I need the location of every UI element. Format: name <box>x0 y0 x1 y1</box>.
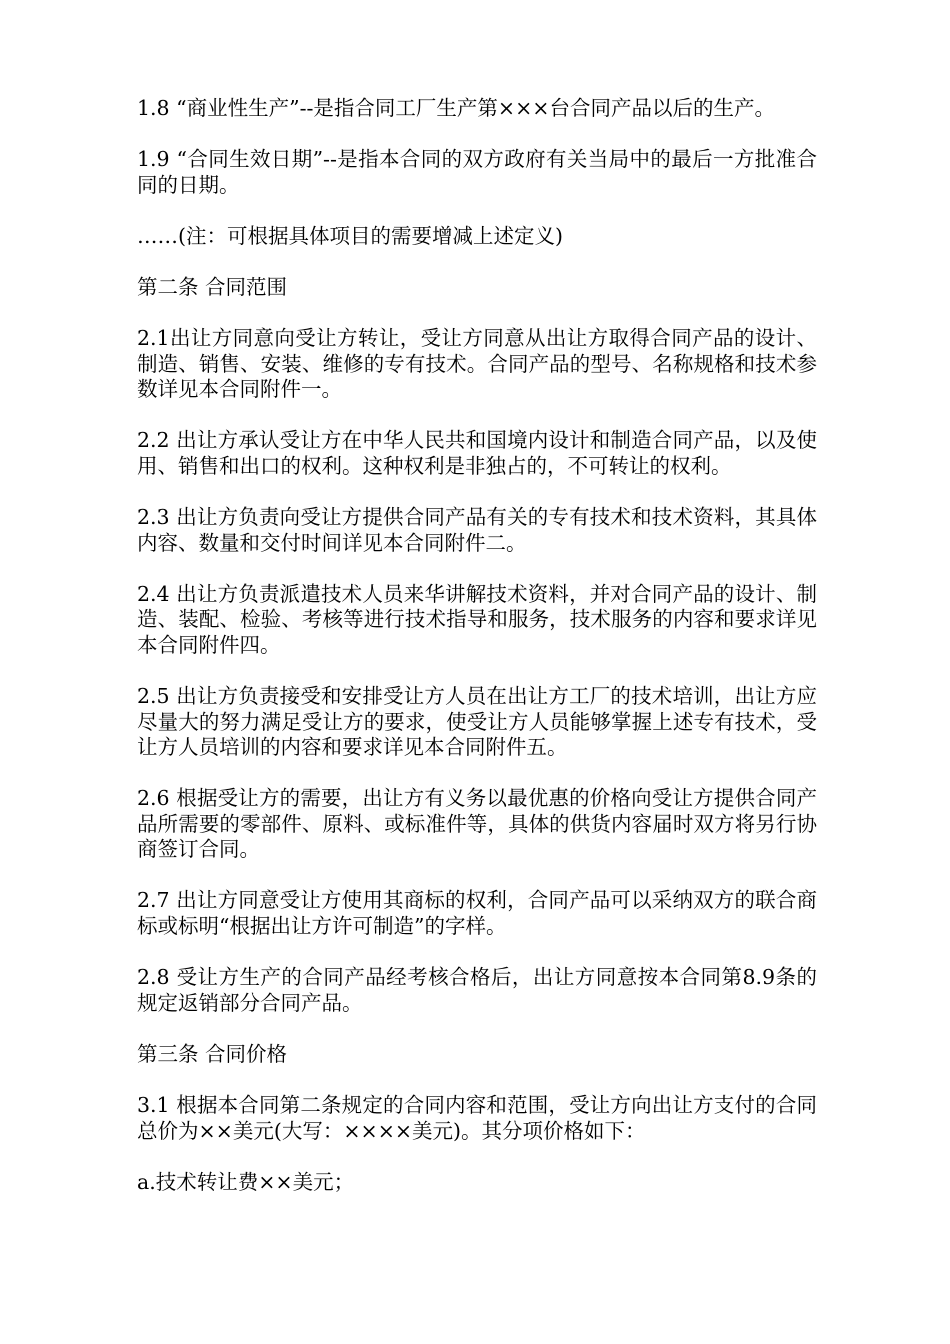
clause-2-1: 2.1出让方同意向受让方转让，受让方同意从出让方取得合同产品的设计、制造、销售、安装、维修的专有技术。合同产品的型号、名称规格和技术参数详见本合同附件一。 <box>137 325 817 402</box>
article-2-heading: 第二条 合同范围 <box>137 274 288 299</box>
document-body <box>137 96 817 1221</box>
clause-2-3: 2.3 出让方负责向受让方提供合同产品有关的专有技术和技术资料，其具体内容、数量和交付时间详见本合同附件二。 <box>137 504 817 555</box>
clause-2-6: 2.6 根据受让方的需要，出让方有义务以最优惠的价格向受让方提供合同产品所需要的零部件、原料、或标准件等，具体的供货内容届时双方将另行协商签订合同。 <box>137 786 817 862</box>
article-3-heading: 第三条 合同价格 <box>137 1041 288 1066</box>
clause-1-8: 1.8 “商业性生产”--是指合同工厂生产第×××台合同产品以后的生产。 <box>137 96 775 120</box>
clause-2-4: 2.4 出让方负责派遣技术人员来华讲解技术资料，并对合同产品的设计、制造、装配、检验、考核等进行技术指导和服务，技术服务的内容和要求详见本合同附件四。 <box>137 581 817 657</box>
clause-2-8: 2.8 受让方生产的合同产品经考核合格后，出让方同意按本合同第8.9条的规定返销部分合同产品。 <box>137 965 817 1015</box>
clause-2-5: 2.5 出让方负责接受和安排受让方人员在出让方工厂的技术培训，出让方应尽量大的努力满足受让方的要求，使受让方人员能够掌握上述专有技术，受让方人员培训的内容和要求详见本合同附件五。 <box>137 683 817 760</box>
clause-2-2: 2.2 出让方承认受让方在中华人民共和国境内设计和制造合同产品，以及使用、销售和出口的权利。这种权利是非独占的，不可转让的权利。 <box>137 428 817 478</box>
definitions-note: ……(注：可根据具体项目的需要增减上述定义) <box>137 223 563 248</box>
clause-2-7: 2.7 出让方同意受让方使用其商标的权利，合同产品可以采纳双方的联合商标或标明“根据出让方许可制造”的字样。 <box>137 888 817 939</box>
price-item-a: a.技术转让费××美元； <box>137 1169 355 1194</box>
clause-3-1: 3.1 根据本合同第二条规定的合同内容和范围，受让方向出让方支付的合同总价为××美元(大写：××××美元)。其分项价格如下： <box>137 1092 817 1143</box>
clause-1-9: 1.9 “合同生效日期”--是指本合同的双方政府有关当局中的最后一方批准合同的日期。 <box>137 147 817 197</box>
